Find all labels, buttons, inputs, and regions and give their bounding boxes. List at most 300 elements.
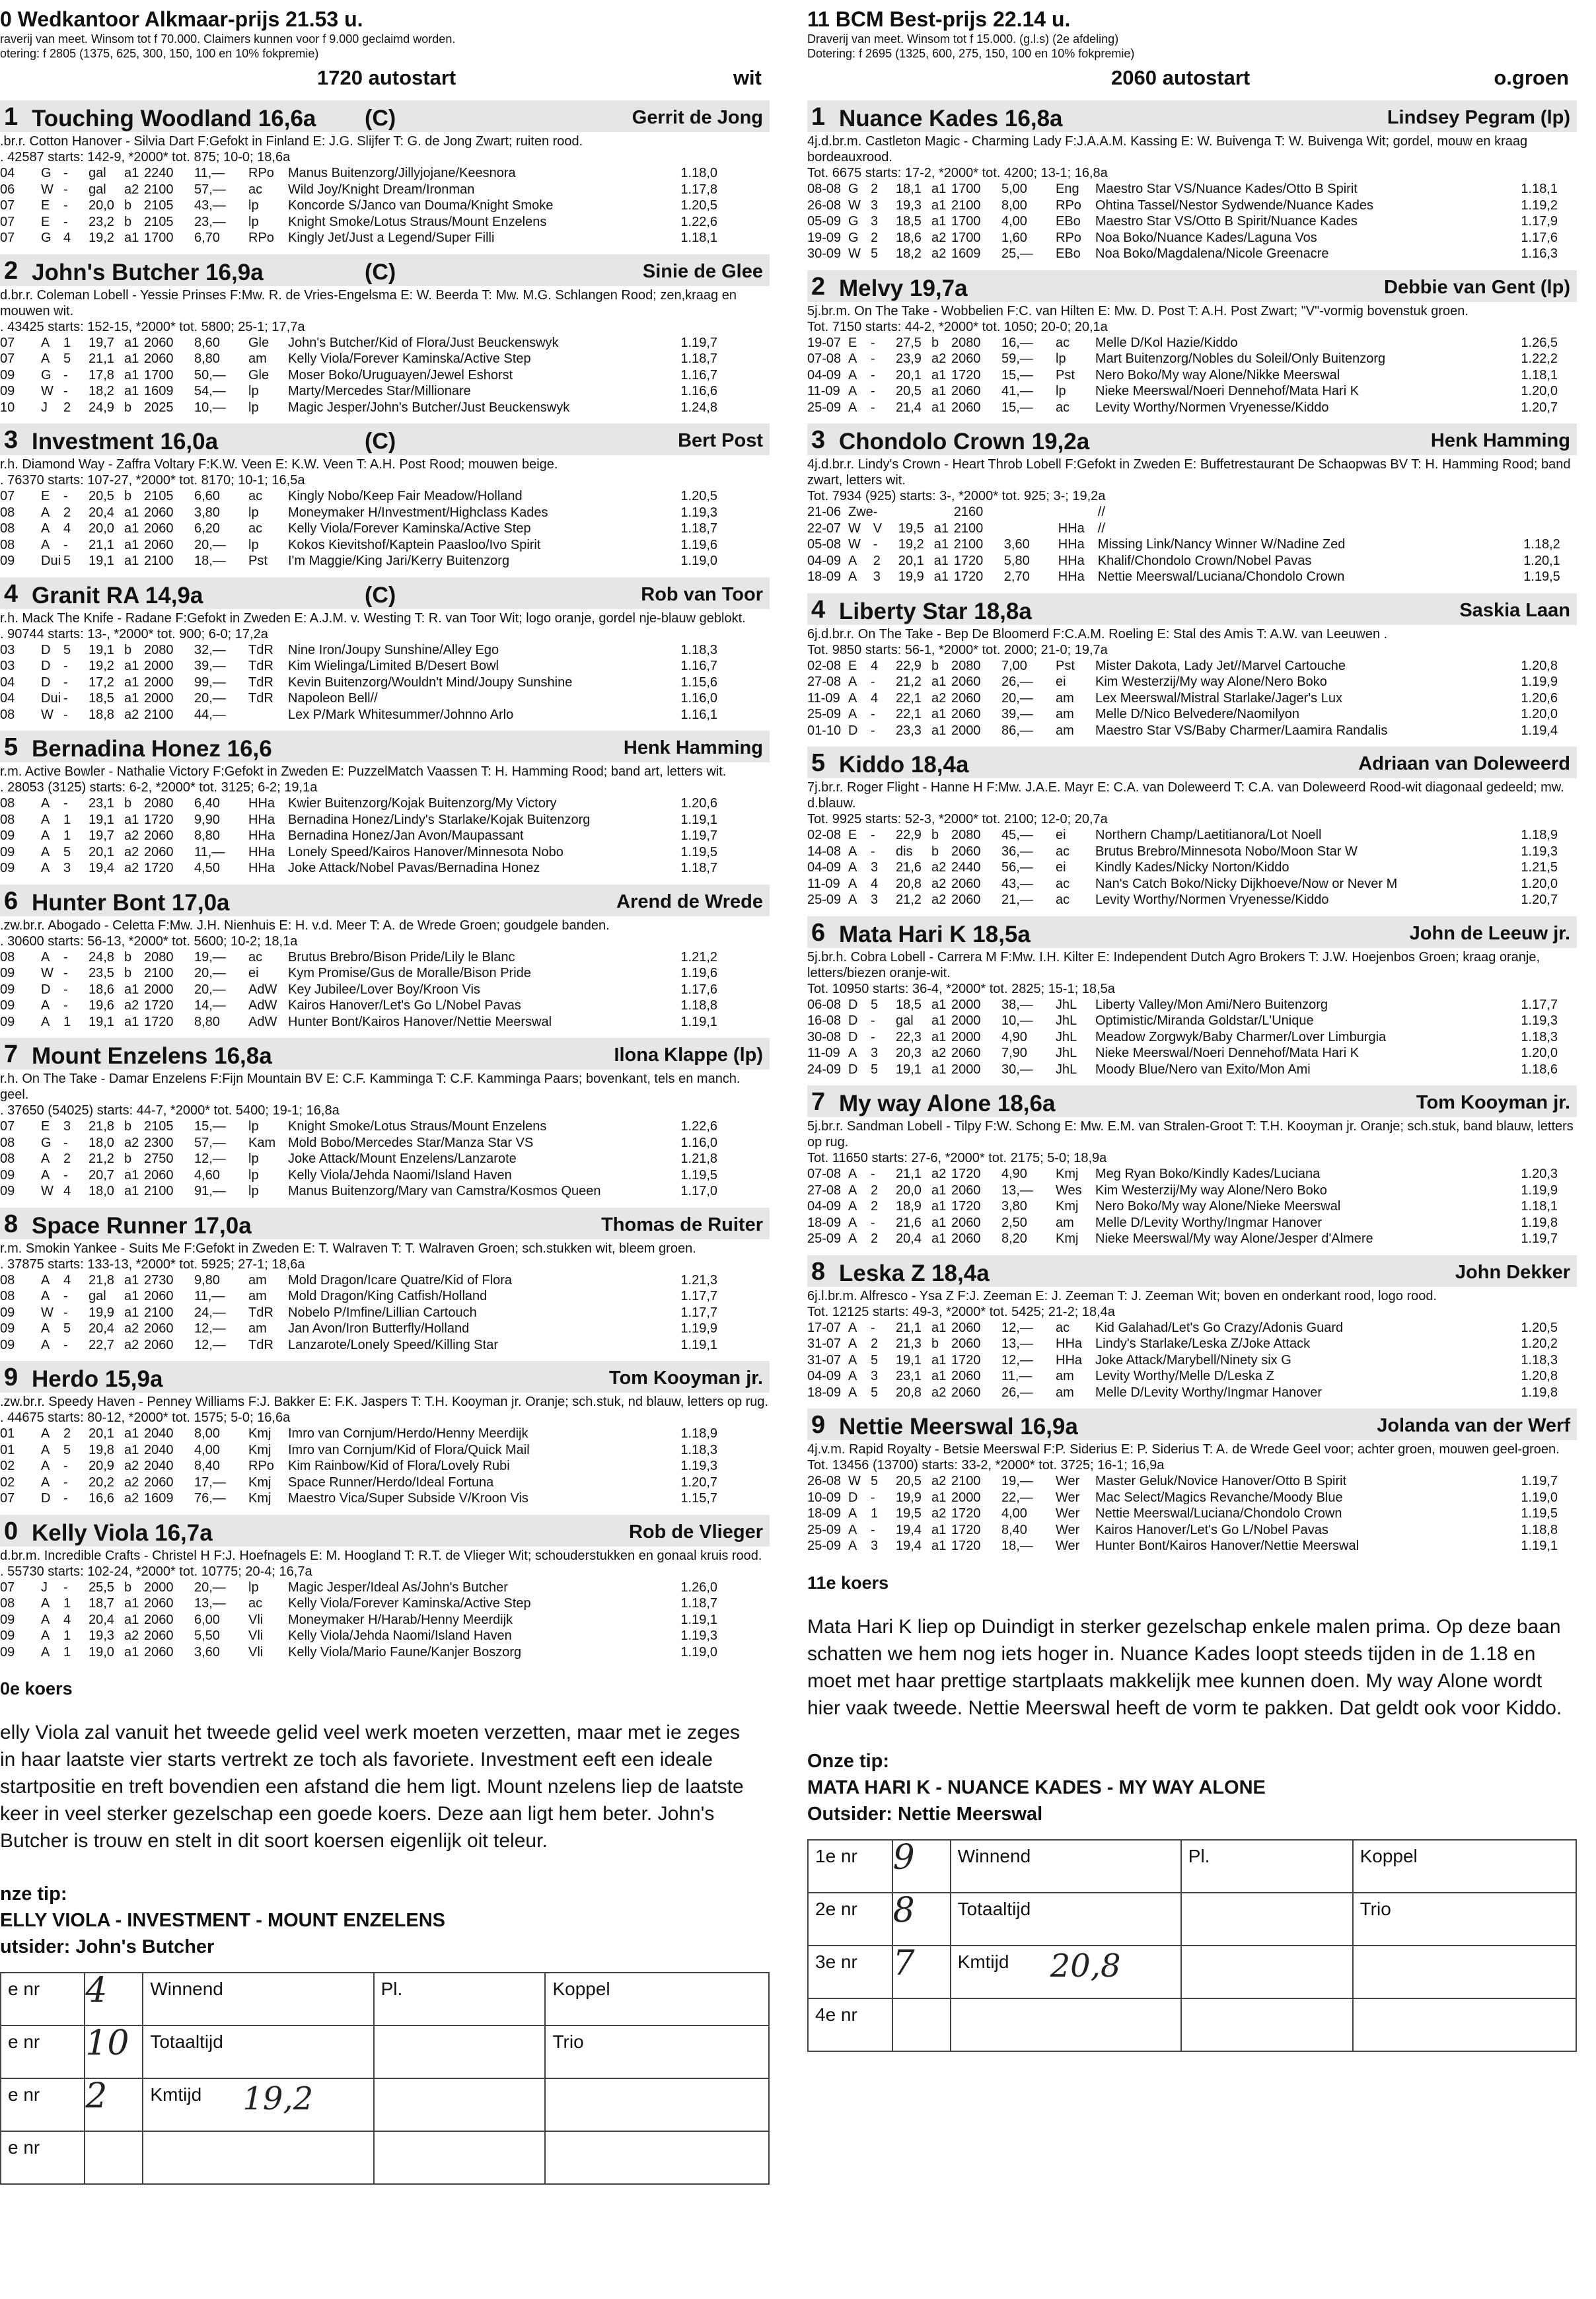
- form-cell: 21,6: [896, 1215, 922, 1230]
- form-cell: 09: [0, 1612, 15, 1627]
- form-cell: 8,00: [1001, 198, 1027, 213]
- form-cell: 6,60: [194, 489, 220, 503]
- form-cell: 21,2: [896, 675, 922, 689]
- bet-combo-label: Trio: [1360, 1898, 1391, 1919]
- form-cell: 8,60: [194, 335, 220, 350]
- form-cell: G: [41, 231, 52, 245]
- form-cell: ei: [248, 966, 259, 980]
- form-cell: 1.20,8: [1521, 1369, 1558, 1383]
- form-cell: Wer: [1056, 1522, 1080, 1537]
- horse-header: [0, 1208, 770, 1239]
- form-cell: 1.21,2: [680, 949, 717, 965]
- form-cell: -: [871, 1167, 875, 1181]
- form-cell: 19,2: [89, 231, 114, 245]
- form-cell: A: [848, 690, 857, 706]
- bet-combo-label: Koppel: [1360, 1845, 1418, 1866]
- driver-name: Henk Hamming: [1430, 430, 1570, 451]
- form-cell: 23,5: [89, 966, 114, 980]
- form-cell: 3: [873, 569, 881, 584]
- form-cell: 18,6: [896, 230, 922, 245]
- form-cell: 20,—: [194, 966, 226, 980]
- form-cell: b: [124, 198, 132, 213]
- form-cell: a2: [124, 1475, 139, 1490]
- form-cell: 2060: [951, 690, 981, 706]
- form-cell: A: [848, 844, 857, 859]
- form-cell: A: [848, 351, 857, 366]
- form-cell: 2000: [144, 659, 174, 673]
- form-cell: ac: [1056, 876, 1070, 891]
- form-cell: 20,9: [89, 1459, 114, 1473]
- form-cell: Nieke Meerswal/My way Alone/Jesper d'Almere: [1095, 1231, 1373, 1246]
- form-cell: gal: [89, 166, 106, 180]
- form-cell: a1: [124, 554, 139, 568]
- form-cell: a1: [124, 1305, 139, 1320]
- form-cell: 24,8: [89, 949, 114, 965]
- form-cell: A: [848, 876, 857, 891]
- form-cell: Nan's Catch Boko/Nicky Dijkhoeve/Now or Never M: [1095, 876, 1398, 891]
- form-cell: 2025: [144, 400, 174, 415]
- form-cell: -: [871, 1029, 875, 1044]
- horse-header: [807, 1085, 1577, 1117]
- form-cell: 20,4: [89, 1612, 114, 1627]
- form-cell: 2: [871, 1183, 879, 1198]
- horse-number: 9: [4, 1364, 18, 1391]
- form-cell: 2060: [951, 844, 981, 859]
- form-row: [807, 213, 1558, 230]
- form-cell: 1.19,6: [680, 966, 717, 980]
- form-cell: 25-09: [807, 893, 842, 907]
- bet-type-label: Kmtijd: [957, 1951, 1009, 1972]
- bet-place-cell: [374, 1973, 546, 2025]
- form-cell: 11-09: [807, 1046, 840, 1060]
- horse-stats: Tot. 7150 starts: 44-2, *2000* tot. 1050; 20-0; 20,1a: [807, 319, 1108, 334]
- form-cell: b: [124, 489, 132, 503]
- handwritten-number-cell: [85, 1973, 143, 2025]
- form-cell: 18,0: [89, 1184, 114, 1198]
- form-cell: 04: [0, 691, 15, 706]
- driver-name: Henk Hamming: [623, 737, 763, 758]
- form-cell: RPo: [1056, 198, 1081, 213]
- form-cell: 30-09: [807, 246, 842, 261]
- form-cell: Kelly Viola/Jehda Naomi/Island Haven: [288, 1628, 512, 1643]
- form-cell: Bernadina Honez/Lindy's Starlake/Kojak Buitenzorg: [288, 812, 591, 827]
- form-cell: 25,—: [1001, 246, 1033, 261]
- form-cell: 21,2: [896, 893, 922, 907]
- form-cell: Wer: [1056, 1474, 1080, 1488]
- form-row: [807, 1198, 1558, 1215]
- form-cell: 07-08: [807, 1167, 842, 1181]
- form-cell: Kim Westerzij/My way Alone/Nero Boko: [1095, 675, 1327, 689]
- form-cell: 09: [0, 367, 15, 383]
- form-cell: D: [41, 982, 51, 997]
- form-cell: ei: [1056, 675, 1066, 689]
- form-cell: 20,1: [89, 844, 114, 859]
- form-cell: gal: [89, 1289, 106, 1303]
- horse-pedigree: 5j.br.r. Sandman Lobell - Tilpy F:W. Schong E: Mw. E.M. van Stralen-Groot T: T.H. Kooyman jr. Oranje; sch.stuk, band blauw, letters op rug.: [807, 1119, 1574, 1150]
- form-cell: 2000: [951, 723, 981, 738]
- form-cell: a2: [931, 876, 947, 891]
- driver-name: John de Leeuw jr.: [1409, 922, 1570, 944]
- bet-position-label: 4e nr: [815, 2004, 857, 2025]
- form-cell: Manus Buitenzorg/Mary van Camstra/Kosmos Queen: [288, 1184, 601, 1198]
- form-row: [0, 383, 717, 400]
- form-cell: D: [41, 642, 51, 657]
- form-row: [0, 860, 717, 877]
- form-row: [0, 1426, 717, 1442]
- form-cell: 2: [871, 182, 879, 196]
- form-cell: Melle D/Nico Belvedere/Naomilyon: [1095, 707, 1300, 721]
- form-cell: -: [63, 1167, 68, 1183]
- form-cell: 99,—: [194, 675, 226, 690]
- form-cell: 9,90: [194, 812, 220, 827]
- form-cell: 04-09: [807, 367, 842, 383]
- form-cell: -: [63, 1289, 68, 1303]
- form-cell: 1.18,7: [680, 861, 717, 875]
- form-cell: 12,—: [1001, 1352, 1033, 1368]
- form-cell: 2000: [144, 675, 174, 690]
- form-cell: 5: [871, 1474, 879, 1488]
- form-cell: 4,00: [1001, 214, 1027, 229]
- form-cell: Pst: [1056, 367, 1075, 383]
- form-cell: a2: [931, 246, 947, 261]
- form-cell: ac: [1056, 400, 1070, 415]
- form-cell: 22,3: [896, 1029, 922, 1044]
- horse-header: [0, 100, 770, 132]
- form-row: [807, 569, 1560, 585]
- form-cell: 3: [63, 861, 71, 875]
- form-cell: A: [848, 1199, 857, 1214]
- horse-header: [807, 593, 1577, 625]
- form-cell: 2240: [144, 166, 174, 180]
- form-cell: Kelly Viola/Mario Faune/Kanjer Boszorg: [288, 1644, 522, 1660]
- form-cell: 1.18,1: [680, 231, 717, 245]
- form-cell: TdR: [248, 1337, 273, 1352]
- form-cell: 1.19,3: [1521, 1013, 1558, 1028]
- form-row: [807, 1368, 1558, 1385]
- horse-stats: . 55730 starts: 102-24, *2000* tot. 10775; 20-4; 16,7a: [0, 1564, 312, 1579]
- form-cell: a2: [931, 690, 947, 706]
- form-cell: Kym Promise/Gus de Moralle/Bison Pride: [288, 966, 531, 980]
- form-cell: 1.19,9: [1521, 675, 1558, 689]
- form-cell: A: [41, 1289, 50, 1303]
- form-cell: 1.16,3: [1521, 246, 1558, 261]
- form-cell: 5: [63, 1442, 71, 1457]
- form-cell: 6,70: [194, 231, 220, 245]
- form-cell: W: [848, 246, 861, 261]
- horse-name: Mata Hari K 18,5a: [839, 921, 1031, 947]
- form-cell: 18,0: [89, 1135, 114, 1150]
- form-cell: Nine Iron/Joupy Sunshine/Alley Ego: [288, 642, 499, 657]
- form-cell: 1.18,3: [1521, 1029, 1558, 1044]
- form-cell: 18,5: [896, 214, 922, 229]
- form-cell: a1: [931, 367, 947, 383]
- form-cell: 1,60: [1001, 230, 1027, 245]
- form-cell: HHa: [248, 861, 275, 875]
- form-cell: 23,1: [896, 1369, 922, 1383]
- form-cell: D: [848, 723, 858, 738]
- horse-name: Hunter Bont 17,0a: [32, 889, 230, 916]
- form-row: [807, 1473, 1558, 1490]
- form-cell: D: [848, 1029, 858, 1044]
- form-cell: 09: [0, 1305, 15, 1320]
- handwritten-number-cell: [85, 2025, 143, 2078]
- form-cell: 2: [873, 553, 881, 568]
- form-cell: [934, 504, 954, 521]
- horse-number: 0: [4, 1517, 18, 1545]
- form-cell: A: [848, 860, 857, 875]
- form-table: [0, 335, 717, 416]
- horse-pedigree: r.m. Smokin Yankee - Suits Me F:Gefokt in Zweden E: T. Walraven T: T. Walraven Groen; sch.stukken wit, bleem groen.: [0, 1241, 696, 1256]
- form-cell: 2060: [951, 1369, 981, 1383]
- form-cell: 07: [0, 214, 15, 229]
- bet-position-cell: [1, 1973, 85, 2025]
- form-cell: HHa: [1056, 1352, 1083, 1368]
- form-cell: ei: [1056, 860, 1066, 875]
- claimer-marker: (C): [365, 582, 396, 608]
- form-cell: A: [41, 351, 50, 366]
- form-cell: a2: [931, 1506, 947, 1521]
- form-cell: b: [931, 658, 939, 673]
- form-cell: [1004, 504, 1058, 521]
- form-cell: a2: [931, 893, 947, 907]
- form-cell: JhL: [1056, 1013, 1077, 1028]
- form-cell: 03: [0, 642, 15, 657]
- form-cell: 2060: [951, 1183, 981, 1198]
- form-cell: 20,0: [89, 198, 114, 213]
- form-cell: 2060: [951, 384, 981, 398]
- form-cell: Imro van Cornjum/Herdo/Henny Meerdijk: [288, 1426, 528, 1441]
- form-cell: -: [63, 659, 68, 673]
- form-cell: Lindy's Starlake/Leska Z/Joke Attack: [1095, 1336, 1311, 1351]
- form-cell: 2060: [144, 351, 174, 366]
- betting-row: [808, 1946, 1576, 1998]
- form-cell: 1.19,0: [1521, 1490, 1558, 1505]
- bet-position-cell: [808, 1998, 892, 2051]
- form-cell: 21-06: [807, 505, 842, 519]
- form-cell: 2060: [144, 335, 174, 350]
- form-cell: 2080: [144, 642, 174, 657]
- form-row: [0, 1118, 717, 1135]
- form-cell: 1.19,7: [1521, 1474, 1558, 1488]
- form-cell: Kelly Viola/Forever Kaminska/Active Step: [288, 521, 531, 536]
- horse-stats: Tot. 7934 (925) starts: 3-, *2000* tot. 925; 3-; 19,2a: [807, 489, 1106, 503]
- form-row: [807, 553, 1560, 569]
- horse-name: Space Runner 17,0a: [32, 1212, 252, 1239]
- betting-row: [808, 1840, 1576, 1893]
- form-cell: TdR: [248, 659, 273, 673]
- form-cell: 01-10: [807, 723, 842, 738]
- driver-name: Adriaan van Doleweerd: [1358, 753, 1570, 774]
- form-cell: 2100: [144, 182, 174, 197]
- form-cell: Magic Jesper/Ideal As/John's Butcher: [288, 1580, 508, 1595]
- form-cell: A: [41, 1426, 50, 1441]
- form-cell: Hunter Bont/Kairos Hanover/Nettie Meerswal: [1095, 1539, 1360, 1553]
- form-row: [807, 400, 1558, 416]
- form-cell: 1609: [144, 384, 174, 398]
- form-cell: 20,—: [1001, 690, 1033, 706]
- form-cell: 1.19,1: [680, 1612, 717, 1627]
- form-row: [0, 488, 717, 505]
- form-cell: 16-08: [807, 1013, 842, 1028]
- handwritten-number-cell: [892, 1943, 951, 1998]
- horse-number: 7: [4, 1040, 18, 1068]
- form-cell: 2040: [144, 1426, 174, 1441]
- form-cell: 1.20,6: [1521, 690, 1558, 706]
- form-cell: 25-09: [807, 1522, 842, 1537]
- form-row: [807, 335, 1558, 351]
- form-cell: Mart Buitenzorg/Nobles du Soleil/Only Buitenzorg: [1095, 351, 1386, 366]
- form-cell: 8,80: [194, 828, 220, 843]
- horse-entry: [0, 731, 770, 877]
- form-cell: 22,—: [1001, 1490, 1033, 1505]
- form-cell: 21,2: [89, 1151, 114, 1166]
- form-cell: 03: [0, 659, 15, 673]
- form-table: [0, 1272, 717, 1354]
- form-cell: 1.19,3: [680, 1628, 717, 1643]
- form-cell: A: [848, 1167, 857, 1181]
- form-cell: 2100: [144, 1305, 174, 1320]
- form-cell: b: [931, 844, 939, 859]
- form-cell: //: [1097, 505, 1105, 519]
- form-cell: 2060: [144, 1289, 174, 1303]
- horse-name: Kiddo 18,4a: [839, 752, 969, 778]
- form-row: [0, 1490, 717, 1507]
- form-cell: 6,20: [194, 521, 220, 536]
- form-cell: 5: [63, 351, 71, 366]
- form-cell: 07: [0, 198, 15, 213]
- horse-header: [0, 1515, 770, 1547]
- form-cell: Missing Link/Nancy Winner W/Nadine Zed: [1097, 537, 1346, 552]
- form-cell: Nettie Meerswal/Luciana/Chondolo Crown: [1095, 1506, 1342, 1521]
- form-cell: 20,8: [896, 876, 922, 891]
- form-cell: -: [63, 489, 68, 503]
- form-row: [0, 505, 717, 521]
- form-cell: 2060: [144, 1612, 174, 1627]
- handwritten-number: 2: [85, 2076, 108, 2116]
- form-cell: 1.18,3: [1521, 1352, 1558, 1368]
- horse-name: Bernadina Honez 16,6: [32, 736, 272, 762]
- form-cell: ac: [248, 182, 263, 197]
- form-cell: 20,5: [896, 1474, 922, 1488]
- driver-name: Bert Post: [678, 430, 763, 451]
- form-cell: 08: [0, 949, 15, 965]
- form-cell: 22,1: [896, 707, 922, 721]
- form-cell: 09: [0, 1184, 15, 1198]
- bet-type-cell: [951, 1946, 1181, 1998]
- form-row: [0, 1644, 717, 1661]
- form-cell: G: [41, 1135, 52, 1150]
- form-cell: 36,—: [1001, 844, 1033, 859]
- form-cell: 2: [63, 400, 71, 415]
- form-cell: 32,—: [194, 642, 226, 657]
- form-cell: 07: [0, 335, 15, 350]
- betting-row: [808, 1893, 1576, 1946]
- form-cell: 3: [871, 1369, 879, 1383]
- form-cell: Melle D/Levity Worthy/Ingmar Hanover: [1095, 1385, 1323, 1400]
- form-cell: 04-09: [807, 1369, 842, 1383]
- form-cell: Meadow Zorgwyk/Baby Charmer/Lover Limburgia: [1095, 1029, 1387, 1044]
- bet-type-cell: [951, 1998, 1181, 2051]
- form-cell: 10-09: [807, 1490, 842, 1505]
- form-cell: 1.20,0: [1521, 876, 1558, 891]
- form-row: [0, 1305, 717, 1321]
- form-cell: b: [124, 1580, 132, 1595]
- form-cell: TdR: [248, 675, 273, 690]
- form-cell: 1.18,1: [1521, 367, 1558, 383]
- race-distance: 2060 autostart: [1111, 66, 1251, 89]
- form-cell: 23,—: [194, 214, 226, 229]
- form-row: [0, 1014, 717, 1031]
- form-row: [807, 367, 1558, 384]
- form-cell: a2: [931, 1046, 947, 1060]
- form-cell: 04-09: [807, 553, 842, 568]
- betting-form: [0, 1972, 770, 2185]
- form-cell: 10: [0, 400, 15, 415]
- form-cell: 2105: [144, 489, 174, 503]
- form-cell: 19,1: [89, 554, 114, 568]
- form-row: [807, 706, 1558, 723]
- form-cell: Eng: [1056, 182, 1079, 196]
- horse-name: John's Butcher 16,9a: [32, 259, 264, 285]
- form-cell: 23,3: [896, 723, 922, 738]
- form-cell: 1720: [951, 1522, 981, 1537]
- form-cell: lp: [248, 400, 259, 415]
- horse-name: Kelly Viola 16,7a: [32, 1519, 213, 1546]
- form-cell: Knight Smoke/Lotus Straus/Mount Enzelens: [288, 214, 547, 229]
- form-cell: 9,80: [194, 1272, 220, 1288]
- form-cell: 07: [0, 1580, 15, 1595]
- form-cell: Noa Boko/Magdalena/Nicole Greenacre: [1095, 246, 1329, 261]
- form-cell: 02: [0, 1475, 15, 1490]
- form-cell: D: [848, 1490, 858, 1505]
- form-cell: 1720: [953, 569, 984, 584]
- form-row: [0, 1183, 717, 1200]
- form-cell: 18,8: [89, 707, 114, 722]
- form-cell: 31-07: [807, 1352, 842, 1368]
- driver-name: Tom Kooyman jr.: [608, 1368, 763, 1389]
- form-cell: Wes: [1056, 1183, 1082, 1198]
- driver-name: Arend de Wrede: [616, 891, 763, 912]
- bet-type-label: Totaaltijd: [150, 2031, 223, 2052]
- form-cell: 20,0: [896, 1183, 922, 1198]
- form-row: [807, 1490, 1558, 1506]
- form-cell: Space Runner/Herdo/Ideal Fortuna: [288, 1475, 494, 1490]
- form-cell: 2100: [953, 521, 984, 536]
- horse-stats: . 42587 starts: 142-9, *2000* tot. 875; 10-0; 18,6a: [0, 150, 291, 164]
- form-cell: 2: [63, 1151, 71, 1166]
- form-cell: A: [41, 844, 50, 859]
- bet-type-cell: [143, 2025, 373, 2078]
- form-cell: 18,5: [896, 997, 922, 1012]
- form-cell: Gle: [248, 335, 270, 350]
- bet-combo-cell: [1353, 1998, 1576, 2051]
- form-cell: a1: [124, 1184, 139, 1198]
- form-cell: a2: [124, 1337, 139, 1352]
- form-cell: 1.17,8: [680, 182, 717, 197]
- form-cell: 2060: [144, 1475, 174, 1490]
- form-cell: a2: [124, 998, 139, 1013]
- betting-row: [1, 2025, 769, 2078]
- form-row: [807, 892, 1558, 908]
- form-cell: b: [124, 966, 132, 980]
- form-cell: A: [848, 1385, 857, 1400]
- form-cell: 1.19,9: [1521, 1183, 1558, 1198]
- horse-stats: . 76370 starts: 107-27, *2000* tot. 8170; 10-1; 16,5a: [0, 473, 305, 488]
- form-row: [0, 214, 717, 231]
- form-cell: am: [1056, 723, 1074, 738]
- form-cell: Levity Worthy/Normen Vryenesse/Kiddo: [1095, 893, 1329, 907]
- form-cell: a1: [931, 707, 947, 721]
